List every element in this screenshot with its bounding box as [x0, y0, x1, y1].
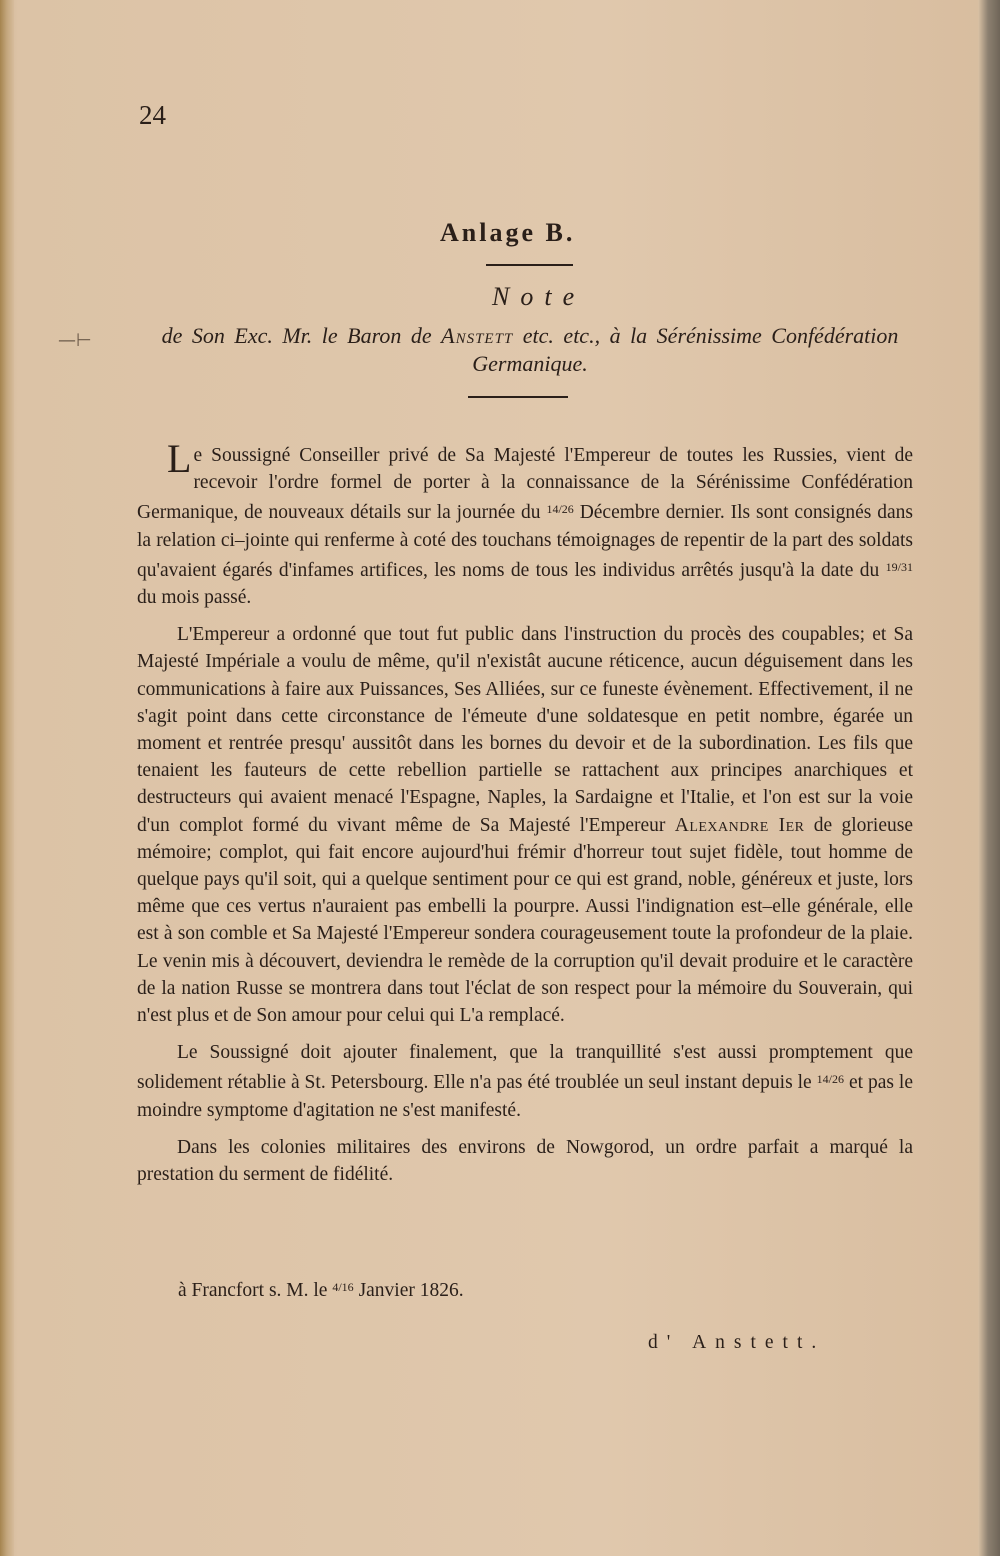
paragraph-3-text: Le Soussigné doit ajouter finalement, que la tranquillité s'est aussi promptement que solidement rétablie à St. Petersbourg. Elle n'a pas été troublée un seul instant depuis le — [137, 1042, 913, 1094]
margin-pencil-mark: —⊢ — [58, 330, 92, 351]
page-number: 24 — [139, 100, 166, 130]
paragraph-1 — [137, 436, 913, 611]
emperor-name: Alexandre Ier — [674, 814, 805, 836]
note-body — [137, 436, 914, 1198]
place-and-date — [178, 1280, 464, 1302]
paragraph-3-text-2: et pas le moindre symptome d'agitation ne s'est manifesté. — [137, 1072, 914, 1121]
paragraph-2-text-2: de glorieuse mémoire; complot, qui fait encore aujourd'hui frémir d'horreur tout sujet fidèle, tout homme de quelque pays qu'il soit, qui a quelque sentiment pour ce qui est grand, noble, généreux et juste, lors même que ces vertus n'auraient pas embelli la pourpre. Aussi l'indignation est–elle générale, elle est à son comble et Sa Majesté l'Empereur sondera courageusement toute la profondeur de la plaie. Le venin mis à découvert, deviendra le remède de la corruption qu'il devait produire et le caractère de la nation Russe se montrera dans tout l'éclat de son respect pour la mémoire du Souverain, qui n'est plus et de Son amour pour celui qui L'a remplacé. — [137, 814, 913, 1027]
note-title: Note — [492, 282, 586, 311]
paragraph-4: Dans les colonies militaires des environs de Nowgorod, un ordre parfait a marqué la prestation du serment de fidélité. — [137, 1136, 913, 1186]
paragraph-2-text: L'Empereur a ordonné que tout fut public dans l'instruction du procès des coupables; et Sa Majesté Impériale a voulu de même, qu'il n'existât aucune réticence, aucun déguisement dans les communications à faire aux Puissances, Ses Alliées, sur ce funeste évènement. Effectivement, il ne s'agit point dans cette circonstance de l'émeute d'une soldatesque en petit nombre, égarée un moment et rentrée presqu' aussitôt dans les bornes du devoir et de la subordination. Les fils que tenaient les fauteurs de cette rebellion partielle se rattachent aux principes anarchiques et destructeurs qui avaient menacé l'Espagne, Naples, la Sardaigne et l'Italie, et l'on est sur la voie d'un complot formé du vivant même de Sa Majesté l'Empereur — [137, 624, 913, 836]
page-binding-edge — [0, 0, 14, 1556]
place-text: à Francfort s. M. le — [178, 1280, 333, 1301]
paragraph-2 — [137, 621, 913, 1029]
date-text: Janvier 1826. — [353, 1280, 464, 1301]
date-fraction: 14/26 — [816, 1072, 844, 1087]
note-subtitle — [130, 322, 930, 378]
subtitle-rule — [468, 396, 568, 398]
subtitle-part-2: etc. etc., à la Sérénissime Confédération Germanique. — [472, 323, 899, 376]
paragraph-1-text-2: Décembre dernier. Ils sont consignés dans la relation ci–jointe qui renferme à coté des touchans témoignages de repentir de la part des soldats qu'avaient égarés d'infames artifices, les noms de tous les individus arrêtés jusqu'à la date du — [137, 502, 913, 581]
heading-rule — [486, 264, 573, 266]
paragraph-1-text: e Soussigné Conseiller privé de Sa Majesté l'Empereur de toutes les Russies, vient de recevoir l'ordre formel de porter à la connaissance de la Sérénissime Confédération Germanique, de nouveaux détails sur la journée du — [137, 445, 913, 524]
paragraph-3 — [137, 1039, 913, 1124]
date-fraction: 19/31 — [885, 559, 913, 574]
appendix-heading: Anlage B. — [440, 218, 576, 247]
page-outer-edge — [978, 0, 1000, 1556]
drop-cap: L — [167, 436, 192, 481]
date-fraction: 14/26 — [546, 502, 574, 517]
signature: d' Anstett. — [648, 1332, 826, 1353]
date-fraction: 4/16 — [332, 1280, 354, 1294]
subtitle-part-1: de Son Exc. Mr. le Baron de — [161, 323, 442, 348]
paragraph-1-text-3: du mois passé. — [137, 587, 252, 609]
subtitle-name: Anstett — [441, 323, 514, 348]
